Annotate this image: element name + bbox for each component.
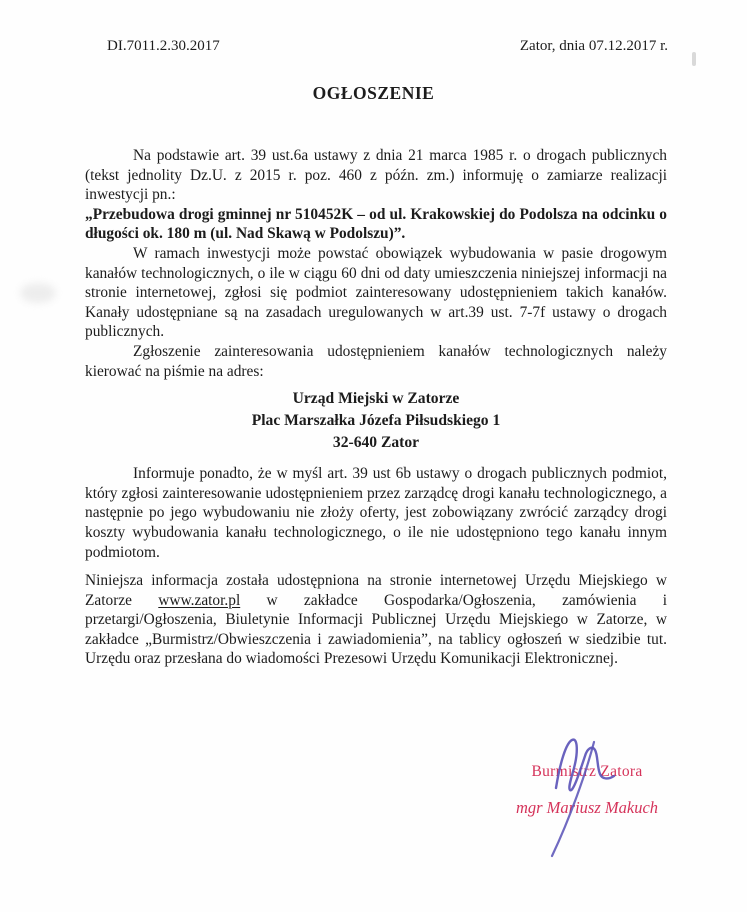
paragraph-investment-name: „Przebudowa drogi gminnej nr 510452K – od ul. Krakowskiej do Podolsza na odcinku o długości ok. 180 m (ul. Nad Skawą w Podolszu)”. (85, 205, 667, 243)
website-link[interactable]: www.zator.pl (158, 591, 241, 609)
publication-text-after: w zakładce Gospodarka/Ogłoszenia, zamówienia i przetargi/Ogłoszenia, Biuletynie Informacji Publicznej Urzędu Miejskiego w Zatorze, w zakładce „Burmistrz/Obwieszczenia i zawiadomienia”, na tablicy ogłoszeń w siedzibie tut. Urzędu oraz przesłana do wiadomości Prezesowi Urzędu Komunikacji Elektronicznej. (85, 591, 668, 668)
address-line-street: Plac Marszałka Józefa Piłsudskiego 1 (251, 412, 501, 430)
signature-stamp (478, 763, 696, 818)
scan-artifact-right-edge (692, 52, 696, 66)
stamp-name-mayor: mgr Mariusz Makuch (515, 798, 659, 817)
paragraph-legal-basis: Na podstawie art. 39 ust.6a ustawy z dnia 21 marca 1985 r. o drogach publicznych (tekst jednolity Dz.U. z 2015 r. poz. 460 z późn. zm.) informuję o zamiarze realizacji inwestycji pn.: (85, 147, 667, 204)
address-line-office: Urząd Miejski w Zatorze (292, 390, 460, 408)
paragraph-publication-info (85, 571, 667, 669)
reference-number: DI.7011.2.30.2017 (107, 38, 220, 54)
address-block (85, 388, 667, 454)
document-body (85, 146, 667, 669)
document-header (107, 38, 668, 55)
stamp-title-mayor: Burmistrz Zatora (531, 763, 643, 780)
scan-artifact-left-smudge (20, 283, 56, 303)
document-title: OGŁOSZENIE (312, 83, 435, 103)
paragraph-technological-channels: W ramach inwestycji może powstać obowiązek wybudowania w pasie drogowym kanałów technologicznych, o ile w ciągu 60 dni od daty umieszczenia niniejszej informacji na stronie internetowej, zgłosi się podmiot zainteresowany udostępnieniem takich kanałów. Kanały udostępniane są na zasadach uregulowanych w art.39 ust. 7-7f ustawy o drogach publicznych. (85, 244, 667, 341)
address-line-city: 32-640 Zator (332, 434, 420, 452)
publication-text-before: Niniejsza informacja została udostępniona na stronie internetowej Urzędu Miejskiego w Zatorze (85, 572, 667, 609)
paragraph-cost-reimbursement: Informuje ponadto, że w myśl art. 39 ust 6b ustawy o drogach publicznych podmiot, który zgłosi zainteresowanie udostępnieniem przez zarządcę drogi kanału technologicznego, a następnie po jego wybudowaniu nie złoży oferty, jest zobowiązany zwrócić zarządcy drogi koszty wybudowania kanału technologicznego, o ile nie udostępniono tego kanału innym podmiotom. (85, 465, 667, 561)
place-and-date: Zator, dnia 07.12.2017 r. (519, 38, 668, 54)
paragraph-submission-instruction: Zgłoszenie zainteresowania udostępnieniem kanałów technologicznych należy kierować na piśmie na adres: (85, 342, 667, 380)
